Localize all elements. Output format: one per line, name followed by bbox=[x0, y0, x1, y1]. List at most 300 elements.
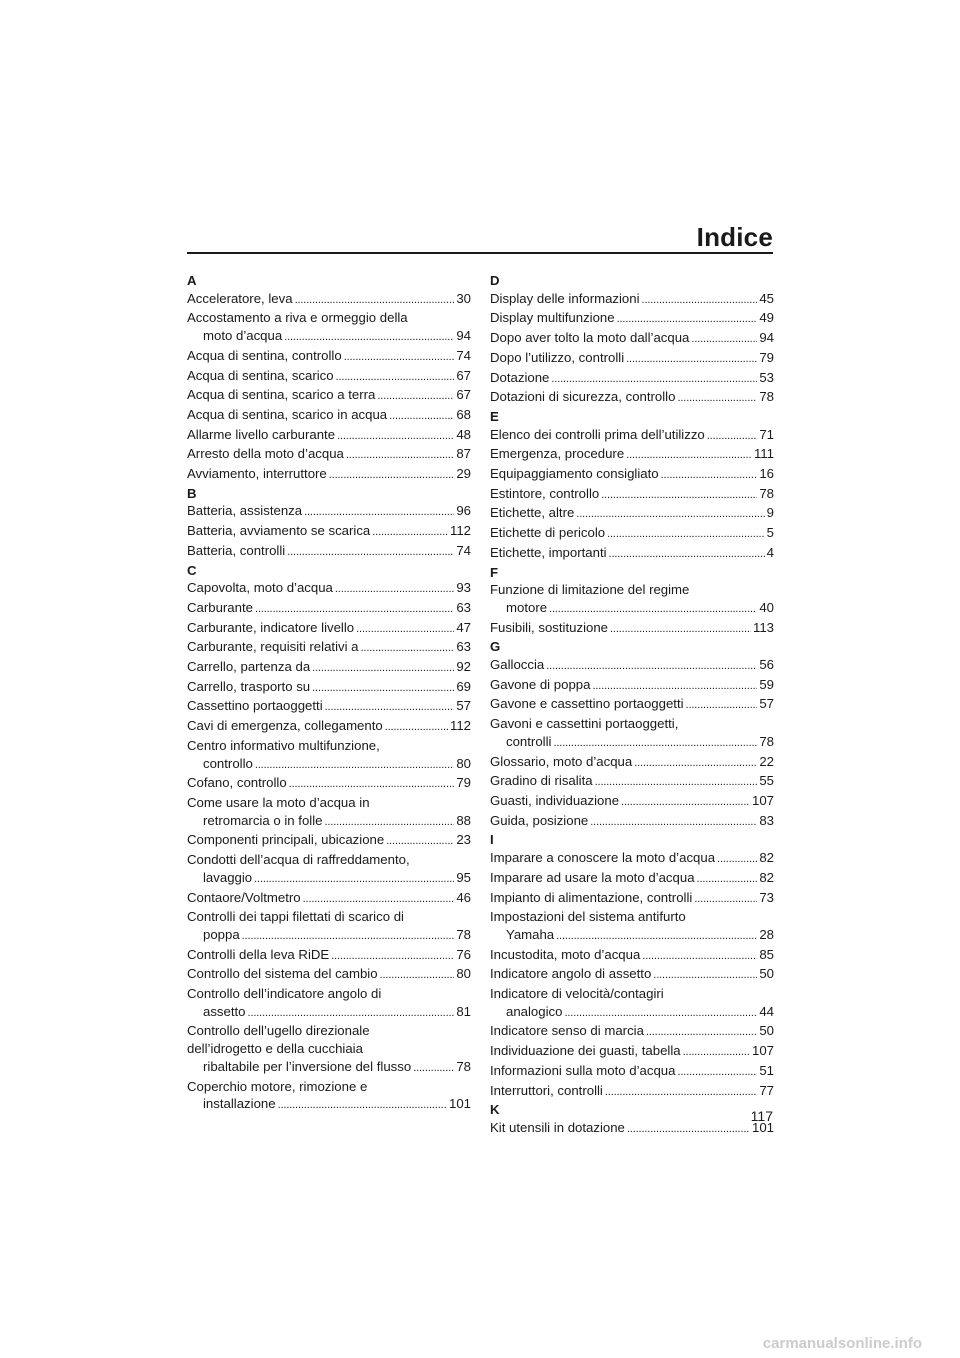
index-entry-row bbox=[490, 504, 774, 524]
index-entry-row bbox=[490, 1119, 774, 1139]
index-entry-text: Batteria, assistenza bbox=[187, 503, 303, 519]
index-entry bbox=[490, 524, 774, 544]
index-entry bbox=[187, 697, 471, 717]
index-entry-page: 78 bbox=[759, 733, 774, 749]
index-entry-text: Controllo dell’ugello direzionale bbox=[187, 1023, 370, 1039]
index-entry-page: 107 bbox=[751, 792, 774, 808]
index-entry-row bbox=[187, 946, 471, 966]
dot-leader bbox=[642, 290, 758, 310]
index-entry-page: 69 bbox=[456, 678, 471, 694]
index-entry-page: 83 bbox=[759, 812, 774, 828]
index-entry-text: Gavone e cassettino portaoggetti bbox=[490, 696, 684, 712]
index-entry-row bbox=[187, 522, 471, 542]
index-entry bbox=[490, 1082, 774, 1102]
dot-leader bbox=[601, 485, 757, 505]
index-entry-text: Carburante, indicatore livello bbox=[187, 619, 355, 635]
index-entry-text: controlli bbox=[506, 733, 552, 749]
index-entry bbox=[187, 579, 471, 599]
dot-leader bbox=[627, 1119, 750, 1139]
index-letter-heading: F bbox=[490, 564, 499, 580]
index-entry-text: Cofano, controllo bbox=[187, 775, 287, 791]
index-entry bbox=[187, 502, 471, 522]
dot-leader bbox=[295, 290, 455, 310]
dot-leader bbox=[242, 926, 455, 946]
index-entry-text: Kit utensili in dotazione bbox=[490, 1119, 625, 1135]
index-entry-row bbox=[490, 388, 774, 408]
dot-leader bbox=[564, 1003, 757, 1023]
dot-leader bbox=[717, 849, 757, 869]
index-entry bbox=[490, 349, 774, 369]
index-entry-row bbox=[490, 1042, 774, 1062]
index-entry-text: Acqua di sentina, scarico a terra bbox=[187, 387, 376, 403]
index-entry-row bbox=[490, 869, 774, 889]
index-entry-row bbox=[187, 579, 471, 599]
index-entry bbox=[490, 753, 774, 773]
index-entry bbox=[490, 1042, 774, 1062]
index-entry-text: Acceleratore, leva bbox=[187, 290, 293, 306]
index-column-right bbox=[490, 272, 774, 1139]
dot-leader bbox=[284, 327, 454, 347]
dot-leader bbox=[707, 426, 758, 446]
index-entry-row bbox=[187, 697, 471, 717]
index-entry-page: 47 bbox=[456, 619, 471, 635]
dot-leader bbox=[377, 386, 454, 406]
index-entry-row bbox=[187, 717, 471, 737]
index-entry bbox=[490, 369, 774, 389]
dot-leader bbox=[289, 774, 455, 794]
index-entry-text: Acqua di sentina, scarico in acqua bbox=[187, 406, 388, 422]
index-entry-row bbox=[187, 386, 471, 406]
index-entry-page: 101 bbox=[751, 1119, 774, 1135]
index-entry-row bbox=[490, 695, 774, 715]
dot-leader bbox=[607, 524, 765, 544]
index-entry-page: 49 bbox=[759, 310, 774, 326]
index-entry bbox=[490, 329, 774, 349]
dot-leader bbox=[287, 542, 454, 562]
dot-leader bbox=[329, 465, 455, 485]
index-entry bbox=[490, 965, 774, 985]
dot-leader bbox=[677, 1062, 757, 1082]
dot-leader bbox=[380, 965, 455, 985]
index-entry bbox=[490, 544, 774, 564]
index-entry-row bbox=[490, 946, 774, 966]
dot-leader bbox=[546, 656, 757, 676]
index-entry-text: Dotazioni di sicurezza, controllo bbox=[490, 389, 676, 405]
index-entry bbox=[187, 658, 471, 678]
index-entry-page: 78 bbox=[759, 485, 774, 501]
index-entry-text: assetto bbox=[203, 1003, 246, 1019]
index-entry-text: Guasti, individuazione bbox=[490, 792, 620, 808]
index-entry-page: 68 bbox=[456, 406, 471, 422]
index-entry-page: 4 bbox=[766, 544, 774, 560]
index-entry-row bbox=[187, 926, 471, 946]
dot-leader bbox=[356, 619, 454, 639]
index-entry-page: 112 bbox=[449, 718, 471, 734]
index-entry-page: 81 bbox=[456, 1003, 471, 1019]
index-entry-text: controllo bbox=[203, 755, 253, 771]
index-entry bbox=[490, 772, 774, 792]
dot-leader bbox=[694, 889, 757, 909]
index-entry-row bbox=[187, 755, 471, 775]
dot-leader bbox=[626, 349, 757, 369]
index-entry-text: Batteria, avviamento se scarica bbox=[187, 523, 371, 539]
index-entry-text: lavaggio bbox=[203, 869, 253, 885]
index-entry bbox=[490, 695, 774, 715]
index-entry-page: 67 bbox=[456, 367, 471, 383]
index-entry-row bbox=[490, 369, 774, 389]
index-entry-row bbox=[490, 926, 774, 946]
dot-leader bbox=[697, 869, 758, 889]
index-entry-text: Accostamento a riva e ormeggio della bbox=[187, 310, 408, 326]
index-entry-page: 79 bbox=[456, 775, 471, 791]
index-entry-text: Acqua di sentina, controllo bbox=[187, 347, 342, 363]
index-entry-text: Cassettino portaoggetti bbox=[187, 698, 323, 714]
index-entry bbox=[187, 465, 471, 485]
index-entry bbox=[490, 792, 774, 812]
index-entry bbox=[187, 445, 471, 465]
index-entry-page: 101 bbox=[448, 1096, 471, 1112]
dot-leader bbox=[325, 697, 455, 717]
index-entry-page: 94 bbox=[759, 330, 774, 346]
index-entry-page: 50 bbox=[759, 966, 774, 982]
index-entry bbox=[187, 831, 471, 851]
index-entry-text: Display delle informazioni bbox=[490, 290, 640, 306]
index-entry-text: Controlli della leva RiDE bbox=[187, 946, 330, 962]
index-entry-text: Guida, posizione bbox=[490, 812, 589, 828]
index-entry-row bbox=[187, 1003, 471, 1023]
index-entry-row bbox=[490, 485, 774, 505]
index-entry-row bbox=[187, 658, 471, 678]
index-entry-page: 78 bbox=[456, 1058, 471, 1074]
index-entry-page: 67 bbox=[456, 387, 471, 403]
index-entry bbox=[490, 946, 774, 966]
index-entry-text: Fusibili, sostituzione bbox=[490, 619, 609, 635]
index-entry-row bbox=[187, 290, 471, 310]
index-entry-text: dell’idrogetto e della cucchiaia bbox=[187, 1041, 363, 1057]
index-entry-text: Interruttori, controlli bbox=[490, 1082, 603, 1098]
index-entry-page: 22 bbox=[759, 753, 774, 769]
dot-leader bbox=[683, 1042, 750, 1062]
index-entry bbox=[490, 676, 774, 696]
index-entry-page: 88 bbox=[456, 812, 471, 828]
dot-leader bbox=[255, 599, 454, 619]
index-entry-page: 80 bbox=[456, 755, 471, 771]
index-entry-page: 78 bbox=[456, 926, 471, 942]
index-entry-page: 29 bbox=[456, 466, 471, 482]
index-entry bbox=[187, 737, 471, 774]
watermark: carmanualsonline.info bbox=[762, 1335, 922, 1352]
index-entry-page: 74 bbox=[456, 542, 471, 558]
dot-leader bbox=[691, 329, 757, 349]
index-entry-page: 57 bbox=[456, 698, 471, 714]
index-entry-text: Informazioni sulla moto d’acqua bbox=[490, 1062, 676, 1078]
index-entry-text: Etichette di pericolo bbox=[490, 525, 606, 541]
index-entry-page: 76 bbox=[456, 946, 471, 962]
index-entry-page: 78 bbox=[759, 389, 774, 405]
index-entry-row bbox=[187, 542, 471, 562]
index-entry-text: Gradino di risalita bbox=[490, 773, 593, 789]
dot-leader bbox=[553, 733, 757, 753]
index-entry-page: 16 bbox=[759, 466, 774, 482]
index-entry-row bbox=[187, 1095, 471, 1115]
dot-leader bbox=[255, 755, 454, 775]
dot-leader bbox=[590, 812, 757, 832]
index-entry-text: Indicatore senso di marcia bbox=[490, 1023, 644, 1039]
index-entry-text: Carburante bbox=[187, 599, 253, 615]
index-entry-row bbox=[187, 502, 471, 522]
index-entry-row bbox=[490, 676, 774, 696]
index-entry bbox=[187, 908, 471, 945]
index-entry-row bbox=[187, 426, 471, 446]
index-entry bbox=[490, 504, 774, 524]
index-entry bbox=[490, 445, 774, 465]
index-entry-text: Acqua di sentina, scarico bbox=[187, 367, 334, 383]
index-entry-text: Coperchio motore, rimozione e bbox=[187, 1078, 368, 1094]
index-entry-row bbox=[490, 445, 774, 465]
dot-leader bbox=[686, 695, 758, 715]
index-entry-row bbox=[490, 524, 774, 544]
index-entry-text: Controllo dell’indicatore angolo di bbox=[187, 986, 382, 1002]
index-entry-row bbox=[490, 426, 774, 446]
index-entry-page: 40 bbox=[759, 599, 774, 615]
index-entry bbox=[187, 965, 471, 985]
index-entry bbox=[187, 367, 471, 387]
dot-leader bbox=[312, 678, 454, 698]
index-entry-page: 80 bbox=[456, 966, 471, 982]
index-entry bbox=[490, 812, 774, 832]
index-entry-text: Etichette, importanti bbox=[490, 544, 607, 560]
index-letter-heading: C bbox=[187, 562, 197, 578]
dot-leader bbox=[344, 347, 455, 367]
page-number: 117 bbox=[750, 1108, 773, 1124]
index-entry-text: Centro informativo multifunzione, bbox=[187, 737, 380, 753]
dot-leader bbox=[304, 502, 454, 522]
index-entry bbox=[187, 889, 471, 909]
index-entry-row bbox=[490, 329, 774, 349]
index-letter-heading: B bbox=[187, 485, 197, 501]
index-entry-row bbox=[490, 1003, 774, 1023]
index-entry-text: Dopo aver tolto la moto dall’acqua bbox=[490, 330, 690, 346]
index-entry-page: 59 bbox=[759, 676, 774, 692]
index-entry-page: 77 bbox=[759, 1082, 774, 1098]
index-entry-text: ribaltabile per l’inversione del flusso bbox=[203, 1058, 412, 1074]
index-entry-row bbox=[490, 889, 774, 909]
index-entry-row bbox=[187, 465, 471, 485]
index-entry-text: Controlli dei tappi filettati di scarico di bbox=[187, 909, 404, 925]
dot-leader bbox=[634, 753, 757, 773]
index-entry-text: Indicatore di velocità/contagiri bbox=[490, 986, 664, 1002]
index-entry-text: Batteria, controlli bbox=[187, 542, 286, 558]
index-entry-row bbox=[187, 889, 471, 909]
index-entry-page: 71 bbox=[759, 426, 774, 442]
index-entry-text: Contaore/Voltmetro bbox=[187, 889, 301, 905]
dot-leader bbox=[254, 869, 454, 889]
index-entry bbox=[187, 1022, 471, 1077]
index-entry-page: 63 bbox=[456, 599, 471, 615]
index-entry-row bbox=[187, 619, 471, 639]
index-entry-page: 96 bbox=[456, 503, 471, 519]
index-entry-page: 5 bbox=[766, 525, 774, 541]
index-entry-text: analogico bbox=[506, 1003, 563, 1019]
index-entry-text: Impostazioni del sistema antifurto bbox=[490, 909, 686, 925]
dot-leader bbox=[609, 544, 765, 564]
index-entry-text: Carrello, partenza da bbox=[187, 659, 311, 675]
index-entry-row bbox=[490, 772, 774, 792]
index-entry bbox=[490, 908, 774, 945]
index-entry-page: 55 bbox=[759, 773, 774, 789]
index-entry-page: 51 bbox=[759, 1062, 774, 1078]
index-entry-page: 82 bbox=[759, 850, 774, 866]
index-entry-row bbox=[490, 349, 774, 369]
index-entry-row bbox=[490, 849, 774, 869]
index-entry-row bbox=[187, 678, 471, 698]
index-entry-row bbox=[187, 445, 471, 465]
dot-leader bbox=[278, 1095, 447, 1115]
index-entry-page: 74 bbox=[456, 347, 471, 363]
index-entry bbox=[490, 1062, 774, 1082]
index-entry-text: Gavone di poppa bbox=[490, 676, 591, 692]
index-entry bbox=[490, 715, 774, 752]
index-entry-page: 57 bbox=[759, 696, 774, 712]
index-entry-page: 46 bbox=[456, 889, 471, 905]
dot-leader bbox=[605, 1082, 757, 1102]
index-entry bbox=[490, 1022, 774, 1042]
dot-leader bbox=[576, 504, 764, 524]
dot-leader bbox=[389, 406, 454, 426]
index-entry-page: 28 bbox=[759, 926, 774, 942]
index-entry-page: 23 bbox=[456, 832, 471, 848]
index-entry bbox=[187, 542, 471, 562]
page-title: Indice bbox=[696, 222, 773, 252]
index-entry-text: Carrello, trasporto su bbox=[187, 678, 311, 694]
index-entry bbox=[490, 1119, 774, 1139]
index-entry-text: Gavoni e cassettini portaoggetti, bbox=[490, 716, 679, 732]
index-letter-heading: A bbox=[187, 273, 197, 288]
index-entry-row bbox=[490, 733, 774, 753]
index-entry-text: Avviamento, interruttore bbox=[187, 466, 327, 482]
index-entry bbox=[490, 849, 774, 869]
index-entry bbox=[187, 386, 471, 406]
index-entry-page: 45 bbox=[759, 290, 774, 306]
dot-leader bbox=[331, 946, 454, 966]
dot-leader bbox=[372, 522, 448, 542]
index-entry-text: installazione bbox=[203, 1096, 276, 1112]
dot-leader bbox=[324, 812, 454, 832]
index-entry-text: Arresto della moto d’acqua bbox=[187, 446, 344, 462]
index-entry-row bbox=[187, 347, 471, 367]
index-entry-row bbox=[490, 1022, 774, 1042]
index-entry-row bbox=[490, 1062, 774, 1082]
index-entry-row bbox=[490, 619, 774, 639]
index-entry bbox=[490, 656, 774, 676]
index-column-left bbox=[187, 272, 471, 1115]
index-entry-text: Dopo l’utilizzo, controlli bbox=[490, 349, 625, 365]
index-entry-page: 93 bbox=[456, 580, 471, 596]
index-entry-row bbox=[187, 638, 471, 658]
index-entry bbox=[490, 985, 774, 1022]
index-entry-page: 112 bbox=[449, 523, 471, 539]
index-entry-page: 111 bbox=[753, 446, 774, 462]
index-entry bbox=[187, 426, 471, 446]
index-letter-heading: K bbox=[490, 1102, 500, 1118]
index-entry bbox=[490, 309, 774, 329]
index-entry-row bbox=[490, 656, 774, 676]
index-entry bbox=[187, 717, 471, 737]
dot-leader bbox=[610, 619, 751, 639]
index-entry-row bbox=[490, 544, 774, 564]
index-letter-heading: G bbox=[490, 639, 501, 655]
index-entry bbox=[187, 290, 471, 310]
index-entry-page: 79 bbox=[759, 349, 774, 365]
index-entry-text: Allarme livello carburante bbox=[187, 426, 336, 442]
index-entry-row bbox=[187, 774, 471, 794]
index-entry-text: Funzione di limitazione del regime bbox=[490, 582, 690, 598]
index-entry-text: Galloccia bbox=[490, 657, 545, 673]
index-entry-text: Impianto di alimentazione, controlli bbox=[490, 889, 693, 905]
index-entry bbox=[187, 678, 471, 698]
index-entry-row bbox=[187, 406, 471, 426]
index-entry bbox=[490, 581, 774, 618]
index-entry-row bbox=[187, 965, 471, 985]
dot-leader bbox=[303, 889, 455, 909]
index-entry-text: poppa bbox=[203, 926, 240, 942]
index-entry-page: 9 bbox=[766, 505, 774, 521]
index-entry bbox=[490, 426, 774, 446]
index-entry-row bbox=[490, 465, 774, 485]
index-entry-row bbox=[490, 1082, 774, 1102]
index-entry-text: retromarcia o in folle bbox=[203, 812, 323, 828]
index-entry bbox=[187, 309, 471, 346]
index-entry bbox=[187, 638, 471, 658]
index-entry-page: 53 bbox=[759, 369, 774, 385]
index-entry-page: 107 bbox=[751, 1043, 774, 1059]
dot-leader bbox=[556, 926, 757, 946]
index-entry-text: Come usare la moto d’acqua in bbox=[187, 794, 370, 810]
title-underline bbox=[187, 252, 773, 254]
dot-leader bbox=[626, 445, 752, 465]
index-entry-row bbox=[187, 831, 471, 851]
index-entry-text: Capovolta, moto d’acqua bbox=[187, 580, 333, 596]
index-entry bbox=[187, 794, 471, 831]
dot-leader bbox=[661, 465, 758, 485]
dot-leader bbox=[646, 1022, 757, 1042]
dot-leader bbox=[385, 717, 448, 737]
index-letter-heading: E bbox=[490, 408, 499, 424]
index-entry bbox=[490, 889, 774, 909]
index-entry-row bbox=[187, 327, 471, 347]
index-entry bbox=[187, 851, 471, 888]
index-entry-row bbox=[490, 753, 774, 773]
dot-leader bbox=[653, 965, 757, 985]
dot-leader bbox=[549, 599, 757, 619]
index-entry-text: Display multifunzione bbox=[490, 310, 615, 326]
index-entry-page: 30 bbox=[456, 290, 471, 306]
index-entry-row bbox=[187, 1058, 471, 1078]
index-entry-row bbox=[187, 599, 471, 619]
index-entry-row bbox=[490, 290, 774, 310]
index-entry-page: 44 bbox=[759, 1003, 774, 1019]
index-entry-row bbox=[490, 599, 774, 619]
index-entry-page: 50 bbox=[759, 1023, 774, 1039]
index-entry-page: 56 bbox=[759, 657, 774, 673]
index-entry-text: Etichette, altre bbox=[490, 505, 575, 521]
dot-leader bbox=[413, 1058, 454, 1078]
index-entry-text: Cavi di emergenza, collegamento bbox=[187, 718, 383, 734]
index-entry-page: 82 bbox=[759, 869, 774, 885]
index-entry bbox=[490, 465, 774, 485]
index-entry bbox=[187, 946, 471, 966]
index-entry bbox=[187, 406, 471, 426]
